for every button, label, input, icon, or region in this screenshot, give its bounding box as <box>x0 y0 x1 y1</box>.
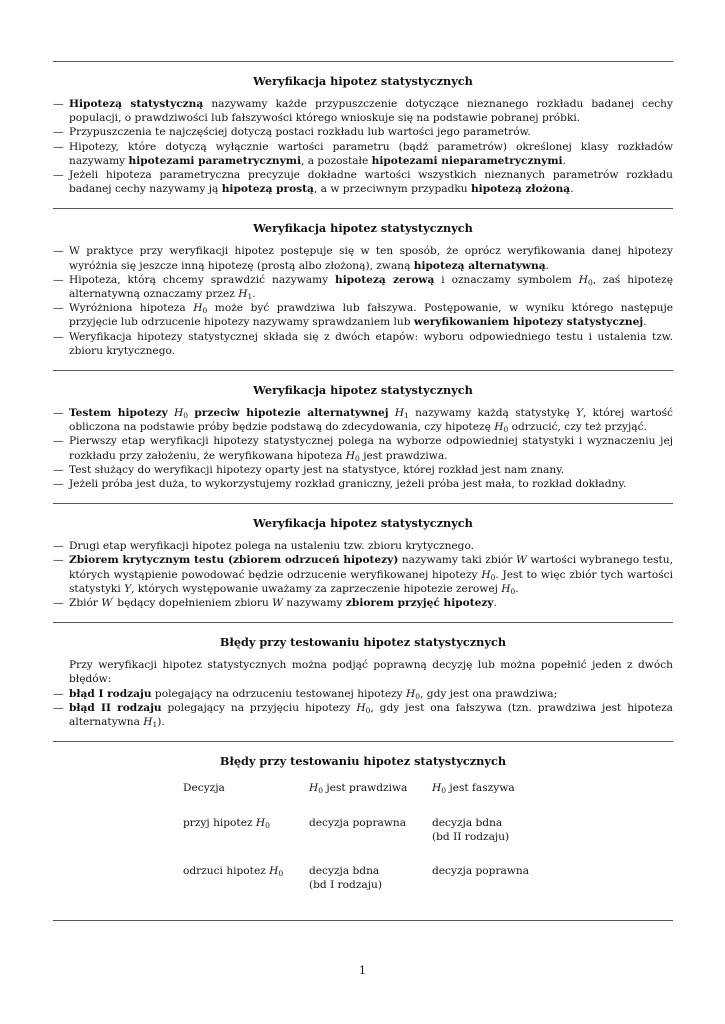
table-cell: $H_0$ jest prawdziwa <box>309 782 408 796</box>
list-item: — Zbiór W′ będący dopełnieniem zbioru W nazywamy zbiorem przyjęć hipotezy. <box>53 595 497 610</box>
page-number: 1 <box>359 964 366 977</box>
section-divider <box>53 741 673 742</box>
table-cell: $H_0$ jest faszywa <box>432 782 515 796</box>
section-title: Błędy przy testowaniu hipotez statystycznych <box>219 754 507 769</box>
section-divider <box>53 208 673 209</box>
list-item: — Weryfikacja hipotezy statystycznej składa się z dwóch etapów: wyboru odpowiedniego testu i ustalenia tzw. zbioru krytycznego. <box>53 330 673 357</box>
error-types-table <box>183 781 560 912</box>
section-divider <box>53 61 673 62</box>
section-divider <box>53 370 673 371</box>
section-divider <box>53 920 673 921</box>
table-cell: decyzja poprawna <box>432 864 530 877</box>
table-cell: decyzja poprawna <box>309 816 407 829</box>
list-item: — Jeżeli hipoteza parametryczna precyzuje dokładne wartości wszystkich nieznanych parametrów rozkładu badanej cechy nazywamy ją hipotezą prostą, a w przeciwnym przypadku hipotezą złożoną. <box>53 169 673 196</box>
list-item: Przy weryfikacji hipotez statystycznych można podjąć poprawną decyzję lub można popełnić jeden z dwóch błędów: <box>69 659 673 686</box>
section-divider <box>53 503 673 504</box>
section-3 <box>53 383 673 503</box>
table-cell: decyzja bdna (bd I rodzaju) <box>309 864 382 892</box>
table-cell: Decyzja <box>183 782 225 795</box>
section-title: Weryfikacja hipotez statystycznych <box>253 516 473 531</box>
list-item: — Hipoteza, którą chcemy sprawdzić nazywamy hipotezą zerową i oznaczamy symbolem $H_0$, zaś hipotezę alternatywną oznaczamy przez $H_1$. <box>53 273 674 302</box>
section-title: Błędy przy testowaniu hipotez statystycznych <box>219 635 507 650</box>
section-title: Weryfikacja hipotez statystycznych <box>253 221 473 236</box>
section-4 <box>53 516 673 622</box>
list-item: — Hipotezy, które dotyczą wyłącznie wartości parametru (bądź parametrów) określonej klasy rozkładów nazywamy hipotezami parametrycznymi, a pozostałe hipotezami nieparametrycznymi. <box>53 140 673 167</box>
list-item: — Test służący do weryfikacji hipotezy oparty jest na statystyce, której rozkład jest nam znany. <box>53 463 565 476</box>
list-item: — Przypuszczenia te najczęściej dotyczą postaci rozkładu lub wartości jego parametrów. <box>53 126 531 139</box>
list-item: — Jeżeli próba jest duża, to wykorzystujemy rozkład graniczny, jeżeli próba jest mała, to rozkład dokładny. <box>53 478 627 491</box>
table-cell: przyj hipotez $H_0$ <box>183 816 270 830</box>
section-2 <box>53 221 673 370</box>
table-row <box>183 816 560 864</box>
list-item: — błąd I rodzaju polegający na odrzuceniu testowanej hipotezy $H_0$, gdy jest ona prawdziwa; <box>53 687 558 701</box>
table-header-row <box>183 781 560 815</box>
section-5 <box>53 635 673 741</box>
list-item: — Hipotezą statystyczną nazywamy każde przypuszczenie dotyczące nieznanego rozkładu badanej cechy populacji, o prawdziwości lub fałszywości którego wnioskuje się na podstawie pobranej próbki. <box>53 98 673 125</box>
list-item: — Wyróżniona hipoteza $H_0$ może być prawdziwa lub fałszywa. Postępowanie, w wyniku którego następuje przyjęcie lub odrzucenie hipotezy nazywamy sprawdzaniem lub weryfikowaniem hipotezy statystycznej. <box>53 302 674 329</box>
list-item: — Pierwszy etap weryfikacji hipotezy statystycznej polega na wyborze odpowiedniej statystyki i wyznaczeniu jej rozkładu przy założeniu, że weryfikowana hipoteza $H_0$ jest prawdziwa. <box>53 435 673 463</box>
table-cell: decyzja bdna (bd II rodzaju) <box>432 816 510 843</box>
section-divider <box>53 622 673 623</box>
list-item: — błąd II rodzaju polegający na przyjęciu hipotezy $H_0$, gdy jest ona fałszywa (tzn. prawdziwa jest hipoteza alternatywna $H_1$). <box>53 701 674 730</box>
section-1 <box>53 74 673 208</box>
list-item: — Testem hipotezy $H_0$ przeciw hipotezie alternatywnej $H_1$ nazywamy każdą statystykę Y, której wartość obliczona na podstawie próby będzie podstawą do zdecydowania, czy hipotezę $H_0$ odrzucić, czy też przyjąć. <box>53 407 673 435</box>
table-cell: odrzuci hipotez $H_0$ <box>183 864 284 878</box>
list-item: — W praktyce przy weryfikacji hipotez postępuje się w ten sposób, że oprócz weryfikowania danej hipotezy wyróżnia się jeszcze inną hipotezę (prostą albo złożoną), zwaną hipotezą alternatywną. <box>53 245 673 272</box>
table-row <box>183 864 560 912</box>
list-item: — Drugi etap weryfikacji hipotez polega na ustaleniu tzw. zbioru krytycznego. <box>53 540 475 553</box>
document-page <box>53 61 673 921</box>
section-title: Weryfikacja hipotez statystycznych <box>253 74 473 88</box>
section-title: Weryfikacja hipotez statystycznych <box>253 383 473 398</box>
list-item: — Zbiorem krytycznym testu (zbiorem odrzuceń hipotezy) nazywamy taki zbiór W wartości wybranego testu, których wystąpienie powodować będzie odrzucenie weryfikowanej hipotezy $H_0$. Jest to więc zbiór tych wartości statystyki Y, których występowanie uważamy za zaprzeczenie hipotezie zerowej $H_0$. <box>53 554 673 596</box>
section-6 <box>53 754 673 920</box>
